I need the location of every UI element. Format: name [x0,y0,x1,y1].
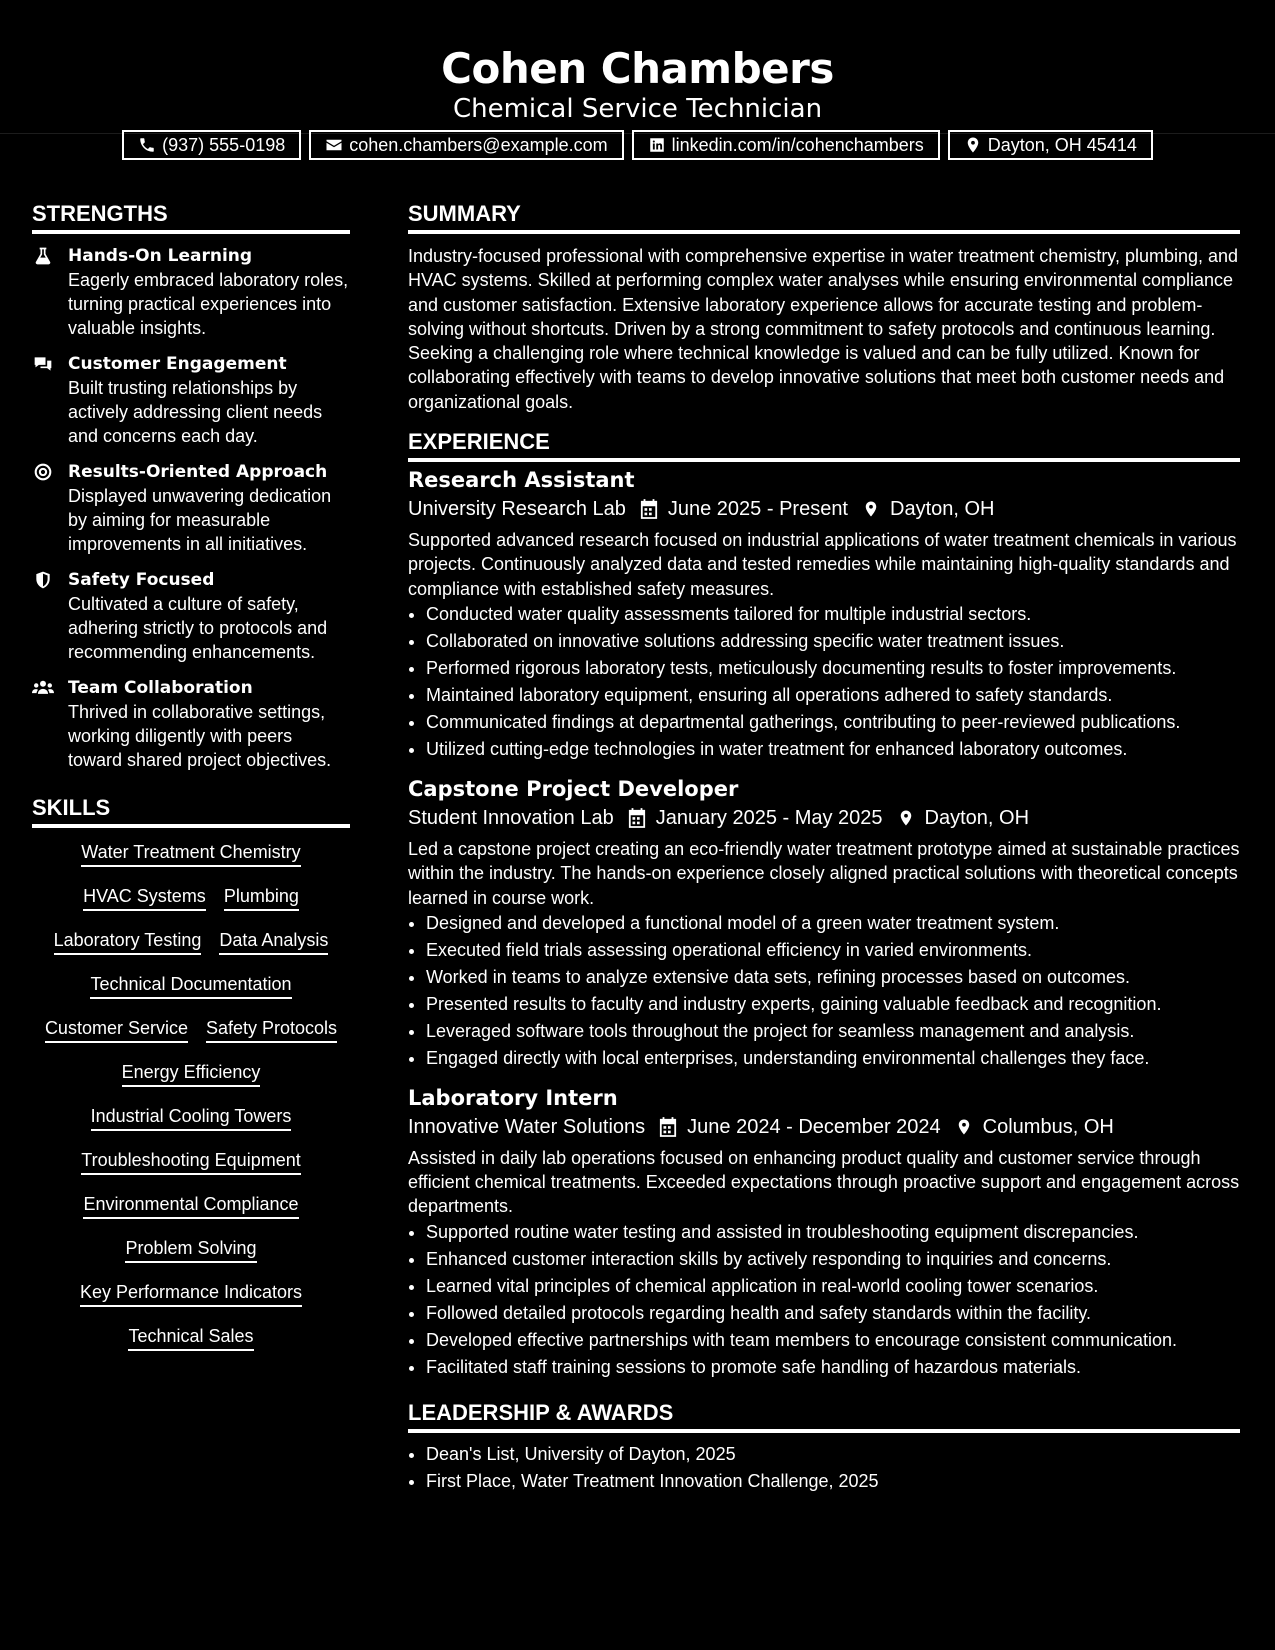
job-location: Columbus, OH [982,1115,1114,1138]
map-pin-icon [862,499,880,519]
strength-item [32,352,350,448]
resume-header [0,0,1275,155]
list-item: • Followed detailed protocols regarding health and safety standards within the facility. [426,1300,1240,1327]
contact-text: cohen.chambers@example.com [349,134,608,155]
skill-tag: Energy Efficiency [122,1060,261,1087]
job-entry [408,466,1240,763]
list-item: • Designed and developed a functional model of a green water treatment system. [426,910,1240,937]
skills-list [32,832,350,1360]
shield-icon [32,570,54,590]
strength-item [32,676,350,772]
skill-tag: Customer Service [45,1016,188,1043]
contact-location [948,130,1153,160]
skill-tag: Laboratory Testing [54,928,202,955]
strength-title: Customer Engagement [68,354,287,374]
job-location: Dayton, OH [924,806,1030,829]
contact-phone[interactable] [122,130,301,160]
list-item: • Communicated findings at departmental gatherings, contributing to peer-reviewed publications. [426,709,1240,736]
strength-desc: Cultivated a culture of safety, adhering strictly to protocols and recommending enhancements. [68,594,328,662]
job-title: Capstone Project Developer [408,776,739,801]
contact-text: Dayton, OH 45414 [987,134,1137,155]
job-org: University Research Lab [408,498,626,521]
summary-heading: SUMMARY [408,200,1240,234]
candidate-name: Cohen Chambers [441,44,834,93]
list-item: • Presented results to faculty and industry experts, gaining valuable feedback and recognition. [426,991,1240,1018]
strength-item [32,460,350,556]
list-item: • Leveraged software tools throughout the project for seamless management and analysis. [426,1018,1240,1045]
left-column [32,200,350,1360]
job-location: Dayton, OH [890,498,995,521]
right-column [408,200,1240,1507]
calendar-icon [659,1117,677,1137]
list-item: • Conducted water quality assessments tailored for multiple industrial sectors. [426,601,1240,628]
strengths-heading: STRENGTHS [32,200,350,234]
list-item: • Worked in teams to analyze extensive data sets, refining processes based on outcomes. [426,964,1240,991]
skill-tag: Technical Documentation [90,972,291,999]
strength-item [32,244,350,340]
list-item: • Dean's List, University of Dayton, 2025 [426,1441,1240,1468]
job-desc: Assisted in daily lab operations focused on enhancing product quality and customer service through efficient chemical treatments. Exceeded expectations through proactive support and engagement across departments. [408,1147,1240,1217]
skill-tag: Troubleshooting Equipment [81,1148,300,1175]
strength-title: Results-Oriented Approach [68,462,328,482]
job-entry [408,1084,1240,1381]
job-meta [408,803,1240,833]
candidate-title: Chemical Service Technician [452,94,823,124]
map-pin-icon [964,136,982,154]
skill-tag: Technical Sales [128,1324,253,1351]
strength-title: Safety Focused [68,570,215,590]
job-entry [408,775,1240,1072]
list-item: • Supported routine water testing and assisted in troubleshooting equipment discrepancies. [426,1219,1240,1246]
calendar-icon [628,808,646,828]
job-org: Student Innovation Lab [408,806,614,829]
job-dates: June 2024 - December 2024 [687,1115,941,1138]
awards-heading: LEADERSHIP & AWARDS [408,1399,1240,1433]
phone-icon [138,136,156,154]
skill-tag: Industrial Cooling Towers [91,1104,292,1131]
strength-desc: Built trusting relationships by actively addressing client needs and concerns each day. [68,378,323,446]
list-item: • Engaged directly with local enterprises, understanding environmental challenges they face. [426,1045,1240,1072]
list-item: • Performed rigorous laboratory tests, meticulously documenting results to foster improvements. [426,655,1240,682]
list-item: • Learned vital principles of chemical application in real-world cooling tower scenarios. [426,1273,1240,1300]
skill-tag: Plumbing [224,884,299,911]
skills-heading: SKILLS [32,794,350,828]
skill-tag: Data Analysis [219,928,328,955]
list-item: • Collaborated on innovative solutions addressing specific water treatment issues. [426,628,1240,655]
list-item: • Facilitated staff training sessions to promote safe handling of hazardous materials. [426,1354,1240,1381]
list-item: • Utilized cutting-edge technologies in water treatment for enhanced laboratory outcomes. [426,736,1240,763]
experience-heading: EXPERIENCE [408,428,1240,462]
target-icon [32,462,54,482]
list-item: • Executed field trials assessing operational efficiency in varied environments. [426,937,1240,964]
summary-text: Industry-focused professional with comprehensive expertise in water treatment chemistry, plumbing, and HVAC systems. Skilled at performing complex water analyses while ensuring environmental compliance and customer satisfaction. Extensive laboratory experience allows for accurate testing and problem-solving without shortcuts. Driven by a strong commitment to safety protocols and continuous learning. Seeking a challenging role where technical knowledge is valued and can be fully utilized. Known for collaborating effectively with teams to develop innovative solutions that meet both customer needs and organizational goals. [408,246,1239,412]
job-title: Research Assistant [408,468,635,493]
strength-desc: Thrived in collaborative settings, working diligently with peers toward shared project objectives. [68,702,332,770]
contact-bar [0,130,1275,160]
skill-tag: Problem Solving [125,1236,256,1263]
job-meta [408,1112,1240,1142]
job-dates: January 2025 - May 2025 [655,806,883,829]
envelope-icon [325,136,343,154]
linkedin-icon [648,136,666,154]
flask-icon [32,246,54,266]
skill-tag: Environmental Compliance [83,1192,298,1219]
map-pin-icon [897,808,915,828]
strength-title: Team Collaboration [68,678,253,698]
job-title: Laboratory Intern [408,1085,618,1110]
job-desc: Supported advanced research focused on industrial applications of water treatment chemicals in various projects. Continuously analyzed data and tested remedies while maintaining high-quality standards and compliance with established safety measures. [408,530,1237,599]
job-bullets [408,601,1240,763]
list-item: • Maintained laboratory equipment, ensuring all operations adhered to safety standards. [426,682,1240,709]
contact-text: (937) 555-0198 [162,134,286,155]
contact-linkedin[interactable] [632,130,940,160]
skill-tag: Safety Protocols [206,1016,337,1043]
contact-email[interactable] [309,130,623,160]
skill-tag: Water Treatment Chemistry [81,840,300,867]
users-icon [32,678,54,698]
job-bullets [408,910,1240,1072]
skill-tag: HVAC Systems [83,884,206,911]
job-bullets [408,1219,1240,1381]
list-item: • Enhanced customer interaction skills by actively responding to inquiries and concerns. [426,1246,1240,1273]
list-item: • First Place, Water Treatment Innovation Challenge, 2025 [426,1468,1240,1495]
list-item: • Developed effective partnerships with team members to encourage consistent communication. [426,1327,1240,1354]
strength-item [32,568,350,664]
strength-desc: Displayed unwavering dedication by aiming for measurable improvements in all initiatives. [68,486,332,554]
job-desc: Led a capstone project creating an eco-friendly water treatment prototype aimed at sustainable practices within the industry. The hands-on experience closely aligned practical solutions with theoretical concepts learned in course work. [408,838,1240,908]
job-meta [408,494,1240,524]
awards-list [408,1441,1240,1495]
skill-tag: Key Performance Indicators [80,1280,302,1307]
job-org: Innovative Water Solutions [408,1115,646,1138]
calendar-icon [640,499,658,519]
map-pin-icon [955,1117,973,1137]
strength-title: Hands-On Learning [68,246,253,266]
job-dates: June 2025 - Present [667,498,848,521]
contact-text: linkedin.com/in/cohenchambers [671,134,924,155]
strength-desc: Eagerly embraced laboratory roles, turning practical experiences into valuable insights. [68,270,349,338]
chat-bubbles-icon [32,354,54,374]
